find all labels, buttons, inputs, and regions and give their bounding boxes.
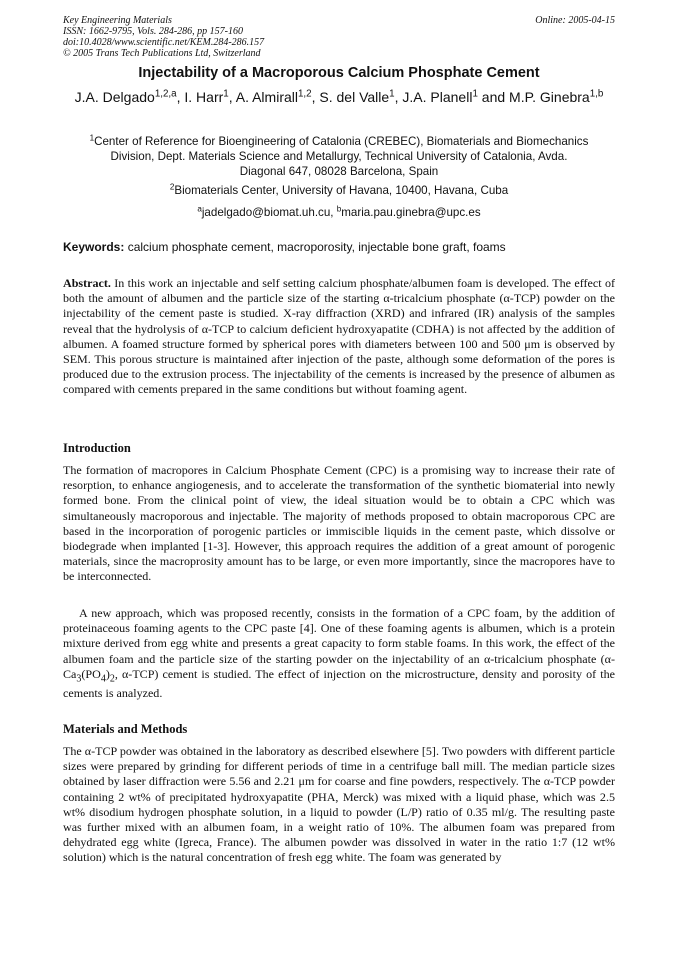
author-sup: 1,2,a — [154, 88, 177, 100]
subscript: 3 — [76, 673, 82, 685]
author-sep: , — [176, 89, 185, 105]
author-sup: 1 — [472, 88, 478, 100]
author-sup: 1 — [389, 88, 395, 100]
subscript: 4 — [100, 673, 106, 685]
doi-line: doi:10.4028/www.scientific.net/KEM.284-286.157 — [63, 37, 265, 48]
author-name: M.P. Ginebra — [509, 89, 590, 105]
email-sup: a — [197, 204, 202, 214]
author-name: I. Harr — [184, 89, 224, 105]
author-name: A. Almirall — [235, 89, 298, 105]
affiliation-2 — [40, 183, 638, 198]
journal-name: Key Engineering Materials — [63, 15, 172, 26]
affiliation-sup: 1 — [89, 133, 95, 143]
author-name: J.A. Planell — [402, 89, 473, 105]
author-sup: 1 — [223, 88, 229, 100]
online-date: Online: 2005-04-15 — [535, 15, 615, 26]
introduction-paragraph — [63, 463, 615, 585]
email-b[interactable]: maria.pau.ginebra@upc.es — [341, 206, 481, 219]
author-sup: 1,b — [589, 88, 604, 100]
author-name: S. del Valle — [319, 89, 390, 105]
copyright-line: © 2005 Trans Tech Publications Ltd, Switzerland — [63, 48, 261, 59]
contact-emails: $^a$jadelgado@biomat.uh.cu, $^b$maria.pau.ginebra@upc.es — [197, 204, 481, 219]
author-sep: , — [311, 89, 320, 105]
affiliation-sup: 2 — [169, 182, 175, 192]
keywords — [63, 240, 615, 254]
abstract-label: Abstract. — [63, 276, 111, 290]
email-a[interactable]: jadelgado@biomat.uh.cu — [201, 206, 331, 219]
affiliation-line: Division, Dept. Materials Science and Metallurgy, Technical University of Catalonia, Avda. — [110, 150, 568, 163]
abstract — [63, 276, 615, 398]
affiliation-line: Center of Reference for Bioengineering of Catalonia (CREBEC), Biomaterials and Biomechanics — [94, 135, 589, 148]
paragraph-text: The α-TCP powder was obtained in the laboratory as described elsewhere [5]. Two powders with different particle sizes were prepared by grinding for different periods of time in a centrifuge ball mill. The median particle sizes obtained by laser diffraction were 5.56 and 2.21 μm for coarse and fine powders, respectively. The α-TCP powder containing 2 wt% of precipitated hydroxyapatite (PHA, Merck) was mixed with a liquid phase, which was 2.5 wt% disodium hydrogen phosphate solution, in a liquid to powder (L/P) ratio of 0.35 ml/g. The resulting paste was further mixed with an albumen foam, in a weight ratio of 10%. The albumen foam was prepared from dehydrated egg white (Igreca, France). The albumen powder was dissolved in water in the ratio 1:7 (12 wt% solution) which is the natural concentration of fresh egg white. The foam was generated by — [63, 744, 615, 865]
paragraph-text: , α-TCP) cement is studied. The effect of injection on the microstructure, density and porosity of the cements is analyzed. — [63, 666, 615, 701]
paragraph-text: A new approach, which was proposed recently, consists in the formation of a CPC foam, by the addition of proteinaceous foaming agents to the CPC paste [4]. One of these foaming agents is albumen, which is a protein mixture derived from egg white and presents a great capacity to form stable foams. In this work, the effect of the albumen foam and the particle size of the starting powder on the injectability of an α-tricalcium phosphate (α-Ca — [63, 606, 615, 681]
author-list — [40, 88, 638, 107]
issn-line: ISSN: 1662-9795, Vols. 284-286, pp 157-160 — [63, 26, 243, 37]
formula-part: ) — [105, 666, 110, 681]
affiliation-line: Diagonal 647, 08028 Barcelona, Spain — [239, 165, 439, 178]
author-sup: 1,2 — [297, 88, 312, 100]
author-sep: , — [394, 89, 403, 105]
methods-paragraph — [63, 744, 615, 866]
affiliation-1 — [40, 134, 638, 179]
affiliation-line: Biomaterials Center, University of Havana, 10400, Havana, Cuba — [174, 184, 509, 197]
keywords-label: Keywords: — [63, 240, 125, 254]
abstract-text: In this work an injectable and self setting calcium phosphate/albumen foam is developed. The effect of both the amount of albumen and the particle size of the starting α-tricalcium phosphate (α-TCP) powder on the injectability of the cement paste is studied. X-ray diffraction (XRD) and infrared (IR) analysis of the samples reveal that the hydrolysis of α-TCP to calcium deficient hydroxyapatite (CDHA) is not affected by the addition of albumen. A foamed structure formed by spherical pores with diameters between 100 and 500 μm is observed by SEM. This porous structure is maintained after injection of the paste, although some deformation of the pores is produced due to the extrusion process. The injectability of the cements is increased by the presence of albumen as compared with cements prepared in the same conditions but without foaming agent. — [63, 276, 615, 397]
author-sep: , — [228, 89, 236, 105]
methods-heading: Materials and Methods — [63, 722, 188, 736]
journal-header — [63, 15, 615, 59]
formula-part: (PO — [81, 666, 101, 681]
subscript: 2 — [109, 673, 115, 685]
paragraph-text: The formation of macropores in Calcium Phosphate Cement (CPC) is a promising way to increase their rate of resorption, to enhance angiogenesis, and to accelerate the transformation of the synthetic biomaterial into newly formed bone. From the clinical point of view, the ideal situation would be to obtain a CPC which was simultaneously macroporous and injectable. The majority of methods proposed to obtain macroporous CPC are based in the incorporation of porogenic particles or immiscible liquids in the cement paste, which dissolve or biodegrade when implanted [1-3]. However, this approach requires the addition of a great amount of porogenic materials, since the macroprosity amount has to be large, or even more importantly, since the macropores have to be interconnected. — [63, 463, 615, 584]
author-name: J.A. Delgado — [74, 89, 155, 105]
introduction-heading: Introduction — [63, 441, 131, 455]
keywords-text: calcium phosphate cement, macroporosity, injectable bone graft, foams — [127, 240, 506, 254]
paper-title: Injectability of a Macroporous Calcium Phosphate Cement — [138, 65, 540, 81]
author-sep: and — [477, 89, 510, 105]
introduction-paragraph-2 — [63, 606, 615, 702]
email-sup: b — [336, 204, 342, 214]
